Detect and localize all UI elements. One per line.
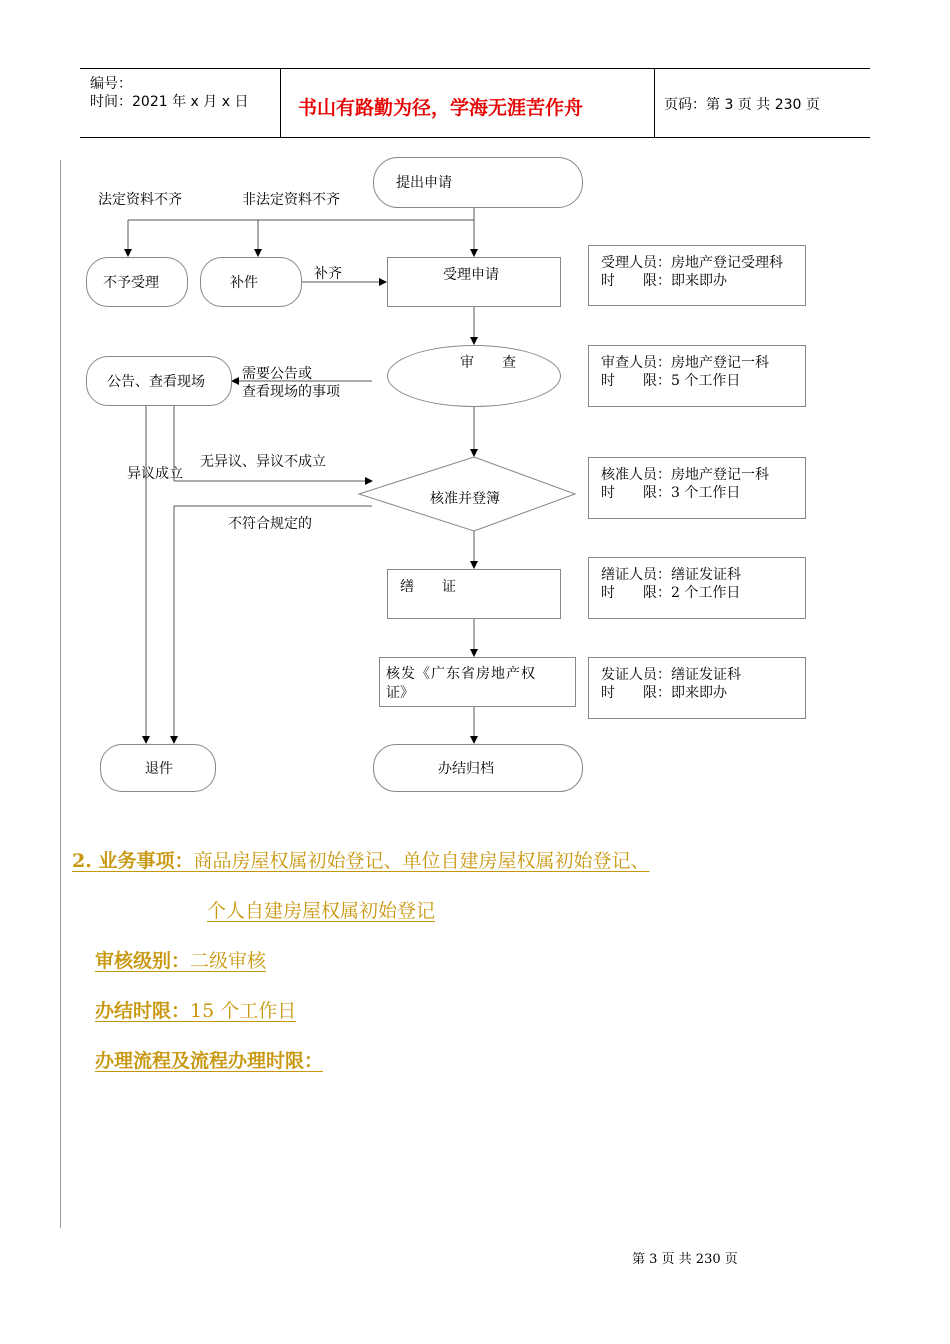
page-footer: 第 3 页 共 230 页 [632,1252,738,1267]
label-legal-missing: 法定资料不齐 [98,192,182,208]
item-value-line2: 个人自建房屋权属初始登记 [207,900,436,922]
page-info: 页码：第 3 页 共 230 页 [664,97,820,113]
node-announce: 公告、查看现场 [86,356,232,406]
section-process [95,1046,323,1073]
node-issue: 核发《广东省房地产权 证》 [379,657,576,707]
label-noncompliant: 不符合规定的 [228,516,312,532]
node-accept: 受理申请 [387,257,561,307]
note-approve: 核准人员：房地产登记一科 时 限：3 个工作日 [588,457,806,519]
node-reject: 不予受理 [86,257,188,307]
item-label: 2. 业务事项： [72,850,194,872]
limit-label: 办结时限： [95,1000,191,1022]
node-approve-label: 核准并登簿 [430,491,500,507]
label-no-objection: 无异议、异议不成立 [200,454,326,470]
label-supplement-arrow: 补齐 [314,266,342,282]
label-objection: 异议成立 [127,466,183,482]
note-fee: 缮证人员：缮证发证科 时 限：2 个工作日 [588,557,806,619]
limit-value: 15 个工作日 [190,1000,297,1022]
motto: 书山有路勤为径，学海无涯苦作舟 [298,97,584,119]
node-supplement: 补件 [200,257,302,307]
item-value-line1: 商品房屋权属初始登记、单位自建房屋权属初始登记、 [193,850,650,872]
label-nonlegal-missing: 非法定资料不齐 [242,192,340,208]
node-review: 审 查 [387,345,561,407]
label-announce-line1: 需要公告或 [242,366,312,382]
section-item [72,846,649,873]
process-label: 办理流程及流程办理时限： [95,1050,324,1072]
node-archive: 办结归档 [373,744,583,792]
section-level [95,946,266,973]
number-label: 编号： [90,76,132,92]
note-issue: 发证人员：缮证发证科 时 限：即来即办 [588,657,806,719]
note-review: 审查人员：房地产登记一科 时 限：5 个工作日 [588,345,806,407]
node-start: 提出申请 [373,157,583,208]
label-announce-line2: 查看现场的事项 [242,384,340,400]
level-value: 二级审核 [190,950,267,972]
time-label: 时间：2021 年 x 月 x 日 [90,94,249,110]
node-return: 退件 [100,744,216,792]
section-item-line2 [207,896,435,923]
note-accept: 受理人员：房地产登记受理科 时 限：即来即办 [588,245,806,306]
section-limit [95,996,296,1023]
node-fee: 缮 证 [387,569,561,619]
level-label: 审核级别： [95,950,191,972]
